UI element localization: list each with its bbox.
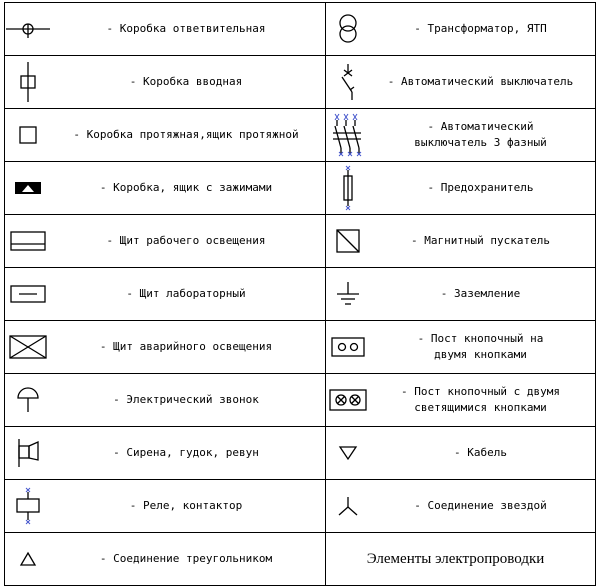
lit-button-station-icon xyxy=(326,389,370,411)
right-cell xyxy=(326,268,596,321)
right-cell xyxy=(326,215,596,268)
legend-entry xyxy=(326,215,595,267)
legend-label: - Соединение треугольником xyxy=(99,552,273,565)
legend-label: - Предохранитель xyxy=(427,181,534,194)
legend-label: - Кабель xyxy=(454,446,507,459)
left-cell xyxy=(5,480,326,533)
delta-connection-icon xyxy=(5,551,51,567)
cable-icon xyxy=(326,445,370,461)
right-cell xyxy=(326,427,596,480)
legend-row xyxy=(5,480,596,533)
legend-row xyxy=(5,109,596,162)
legend-entry xyxy=(5,321,325,373)
legend-entry xyxy=(5,3,325,55)
legend-label: - Коробка вводная xyxy=(129,75,243,88)
legend-label: - Коробка ответвительная xyxy=(106,22,266,35)
bell-icon xyxy=(5,387,51,413)
star-connection-icon xyxy=(326,495,370,517)
left-cell xyxy=(5,533,326,586)
legend-label: - Пост кнопочный с двумя светящимися кнопками xyxy=(401,385,560,414)
legend-label: - Щит аварийного освещения xyxy=(99,340,273,353)
entry-box-icon xyxy=(5,62,51,102)
legend-entry xyxy=(326,374,595,426)
legend-entry xyxy=(5,109,325,161)
magnetic-starter-icon xyxy=(326,229,370,253)
legend-entry xyxy=(5,374,325,426)
legend-label: - Трансформатор, ЯТП xyxy=(414,22,547,35)
branch-box-icon xyxy=(5,19,51,39)
legend-row xyxy=(5,533,596,586)
legend-label: - Пост кнопочный на двумя кнопками xyxy=(417,332,544,361)
legend-row xyxy=(5,374,596,427)
legend-entry xyxy=(5,268,325,320)
legend-entry xyxy=(5,56,325,108)
lab-panel-icon xyxy=(5,284,51,304)
legend-row xyxy=(5,268,596,321)
legend-label: - Реле, контактор xyxy=(129,499,243,512)
left-cell xyxy=(5,427,326,480)
legend-row xyxy=(5,3,596,56)
left-cell xyxy=(5,3,326,56)
legend-row xyxy=(5,162,596,215)
legend-row xyxy=(5,215,596,268)
legend-label: - Щит лабораторный xyxy=(126,287,246,300)
left-cell xyxy=(5,268,326,321)
right-cell xyxy=(326,533,596,586)
legend-label: - Коробка, ящик с зажимами xyxy=(99,181,273,194)
left-cell xyxy=(5,56,326,109)
legend-row xyxy=(5,427,596,480)
right-cell xyxy=(326,162,596,215)
legend-entry xyxy=(326,109,595,161)
right-cell xyxy=(326,3,596,56)
legend-label: - Заземление xyxy=(440,287,521,300)
right-cell xyxy=(326,56,596,109)
legend-entry xyxy=(5,427,325,479)
legend-entry xyxy=(326,162,595,214)
legend-label: - Соединение звездой xyxy=(414,499,547,512)
relay-icon xyxy=(5,488,51,524)
legend-row xyxy=(5,56,596,109)
right-cell xyxy=(326,321,596,374)
lighting-panel-icon xyxy=(5,230,51,252)
legend-entry xyxy=(326,3,595,55)
emergency-panel-icon xyxy=(5,335,51,359)
legend-entry xyxy=(326,268,595,320)
legend-label: - Магнитный пускатель xyxy=(410,234,551,247)
legend-entry xyxy=(326,321,595,373)
right-cell xyxy=(326,109,596,162)
left-cell xyxy=(5,321,326,374)
legend-entry xyxy=(326,427,595,479)
pull-box-icon xyxy=(5,125,51,145)
right-cell xyxy=(326,374,596,427)
three-phase-breaker-icon xyxy=(326,114,370,156)
legend-entry xyxy=(5,533,325,585)
right-cell xyxy=(326,480,596,533)
symbol-legend-table xyxy=(4,2,596,586)
left-cell xyxy=(5,109,326,162)
two-button-station-icon xyxy=(326,337,370,357)
legend-entry xyxy=(5,215,325,267)
circuit-breaker-icon xyxy=(326,64,370,100)
transformer-icon xyxy=(326,13,370,45)
legend-label: - Щит рабочего освещения xyxy=(106,234,266,247)
left-cell xyxy=(5,215,326,268)
left-cell xyxy=(5,162,326,215)
terminal-box-icon xyxy=(5,180,51,196)
legend-entry xyxy=(326,480,595,532)
fuse-icon xyxy=(326,166,370,210)
legend-row xyxy=(5,321,596,374)
legend-label: - Электрический звонок xyxy=(113,393,259,406)
ground-icon xyxy=(326,282,370,306)
legend-body xyxy=(5,3,596,586)
legend-entry xyxy=(5,162,325,214)
legend-label: - Коробка протяжная,ящик протяжной xyxy=(73,128,299,141)
left-cell xyxy=(5,374,326,427)
legend-label: - Сирена, гудок, ревун xyxy=(113,446,259,459)
legend-caption: Элементы электропроводки xyxy=(366,550,545,567)
siren-icon xyxy=(5,438,51,468)
legend-entry xyxy=(326,56,595,108)
legend-entry xyxy=(326,533,595,585)
legend-label: - Автоматический выключатель 3 фазный xyxy=(414,120,547,149)
legend-label: - Автоматический выключатель xyxy=(387,75,574,88)
legend-entry xyxy=(5,480,325,532)
